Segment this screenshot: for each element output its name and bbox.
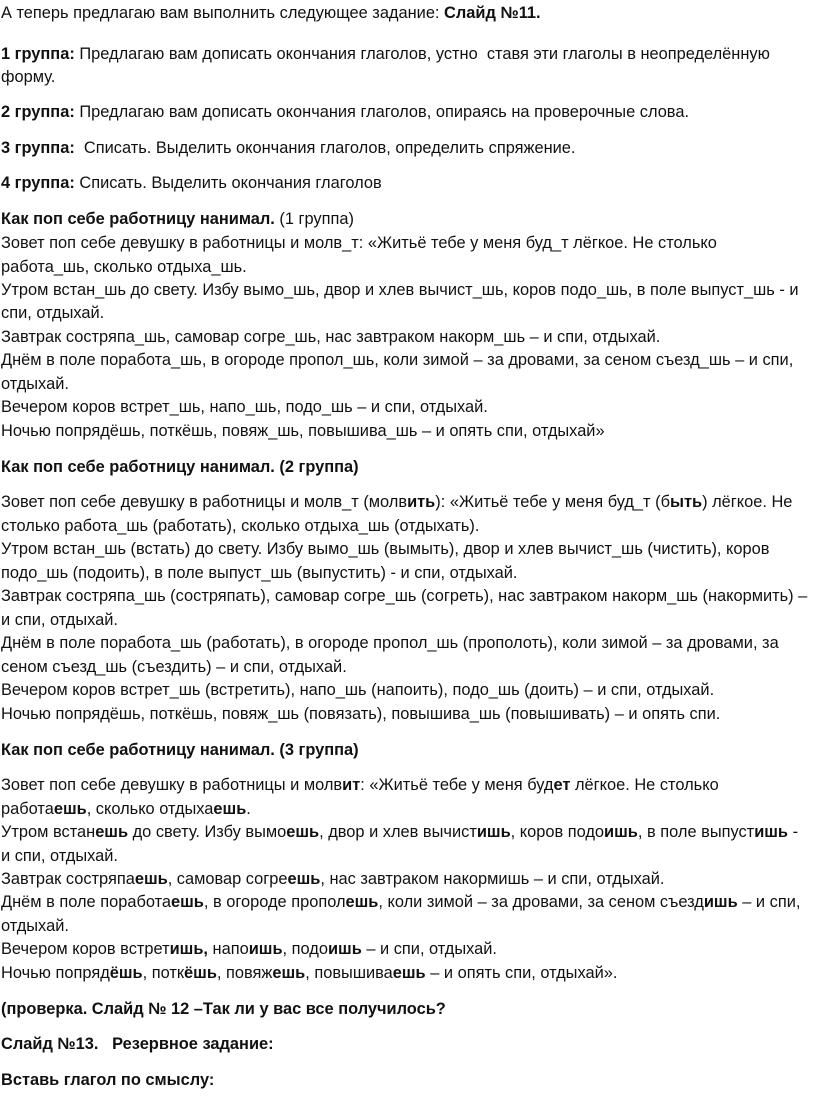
text-line: 1 группа: Предлагаю вам дописать окончания глаголов, устно ставя эти глаголы в неопределённую [1, 45, 770, 63]
text-line: Зовет поп себе девушку в работницы и молв_т (молвить): «Житьё тебе у меня буд_т (быть) лёгкое. Не [1, 493, 793, 511]
text-line: работаешь, сколько отдыхаешь. [1, 800, 251, 818]
text-line: Днём в поле поработа_шь (работать), в огороде пропол_шь (прополоть), коли зимой – за дровами, за [1, 634, 779, 652]
text-line: (проверка. Слайд № 12 –Так ли у вас все получилось? [1, 1000, 446, 1018]
text-line: Вставь глагол по смыслу: [1, 1071, 215, 1089]
text-line: 3 группа: Списать. Выделить окончания глаголов, определить спряжение. [1, 139, 576, 157]
text-line: отдыхай. [1, 375, 69, 393]
text-line: работа_шь, сколько отдыха_шь. [1, 258, 247, 276]
text-line: Завтрак состряпаешь, самовар согреешь, нас завтраком накормишь – и спи, отдыхай. [1, 870, 665, 888]
text-line: 4 группа: Списать. Выделить окончания глаголов [1, 174, 382, 192]
text-line: 2 группа: Предлагаю вам дописать окончания глаголов, опираясь на проверочные слова. [1, 103, 690, 121]
text-line: Как поп себе работницу нанимал. (1 группа) [1, 210, 354, 228]
text-line: Вечером коров встрет_шь (встретить), напо_шь (напоить), подо_шь (доить) – и спи, отдыхай. [1, 681, 715, 699]
text-line: отдыхай. [1, 917, 69, 935]
text-line: сеном съезд_шь (съездить) – и спи, отдыхай. [1, 658, 347, 676]
text-line: спи, отдыхай. [1, 304, 105, 322]
text-line: Вечером коров встретишь, напоишь, подоишь – и спи, отдыхай. [1, 940, 497, 958]
text-line: Завтрак состряпа_шь (состряпать), самовар согре_шь (согреть), нас завтраком накорм_шь (накормить) – [1, 587, 808, 605]
text-line: Днём в поле поработаешь, в огороде прополешь, коли зимой – за дровами, за сеном съездишь – и спи, [1, 893, 801, 911]
text-line: столько работа_шь (работать), сколько отдыха_шь (отдыхать). [1, 517, 480, 535]
text-line: А теперь предлагаю вам выполнить следующее задание: Слайд №11. [1, 4, 541, 22]
text-line: Зовет поп себе девушку в работницы и молвит: «Житьё тебе у меня будет лёгкое. Не столько [1, 776, 719, 794]
text-line: Завтрак состряпа_шь, самовар согре_шь, нас завтраком накорм_шь – и спи, отдыхай. [1, 328, 661, 346]
text-line: Ночью попрядёшь, поткёшь, повяж_шь, повышива_шь – и опять спи, отдыхай» [1, 422, 605, 440]
text-line: форму. [1, 68, 56, 86]
text-line: Как поп себе работницу нанимал. (2 группа) [1, 458, 359, 476]
text-line: и спи, отдыхай. [1, 847, 118, 865]
text-line: Утром встан_шь (встать) до свету. Избу вымо_шь (вымыть), двор и хлев вычист_шь (чистить), коров [1, 540, 770, 558]
text-line: Слайд №13. Резервное задание: [1, 1035, 274, 1053]
text-line: Как поп себе работницу нанимал. (3 группа) [1, 741, 359, 759]
text-line: Ночью попрядёшь, поткёшь, повяжешь, повышиваешь – и опять спи, отдыхай». [1, 964, 618, 982]
text-line: Днём в поле поработа_шь, в огороде пропол_шь, коли зимой – за дровами, за сеном съезд_шь – и спи, [1, 351, 794, 369]
text-line: Утром встан_шь до свету. Избу вымо_шь, двор и хлев вычист_шь, коров подо_шь, в поле выпуст_шь - и [1, 281, 799, 299]
text-line: и спи, отдыхай. [1, 611, 118, 629]
text-line: Ночью попрядёшь, поткёшь, повяж_шь (повязать), повышива_шь (повышивать) – и опять спи. [1, 705, 721, 723]
text-line: Утром встанешь до свету. Избу вымоешь, двор и хлев вычистишь, коров подоишь, в поле выпустишь - [1, 823, 799, 841]
text-line: подо_шь (подоить), в поле выпуст_шь (выпустить) - и спи, отдыхай. [1, 564, 518, 582]
text-line: Зовет поп себе девушку в работницы и молв_т: «Житьё тебе у меня буд_т лёгкое. Не столько [1, 234, 717, 252]
text-line: Вечером коров встрет_шь, напо_шь, подо_шь – и спи, отдыхай. [1, 398, 488, 416]
